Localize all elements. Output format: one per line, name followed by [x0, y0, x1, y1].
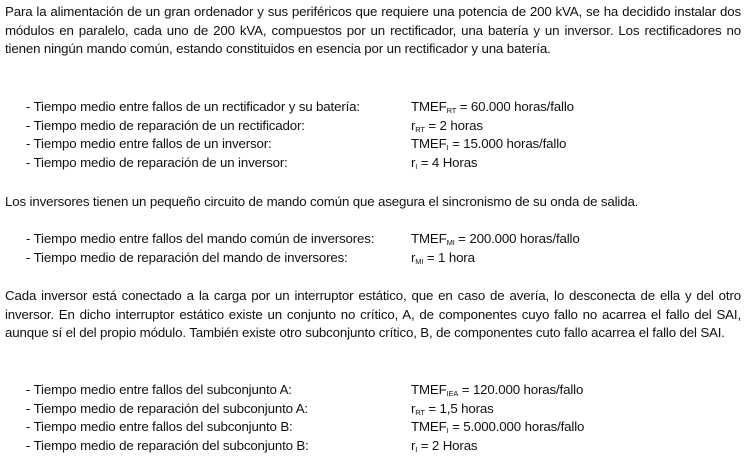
control-list — [0, 230, 749, 267]
list-item — [0, 230, 749, 249]
item-label: - Tiempo medio de reparación del mando de inversores: — [26, 249, 348, 265]
intro-paragraph: Para la alimentación de un gran ordenador y sus periféricos que requiere una potencia de 200 kVA, se ha decidido instalar dos módulos en paralelo, cada uno de 200 kVA, compuestos por un rectificador, una batería y un inversor. Los rectificadores no tienen ningún mando común, estando constituidos en esencia por un rectificador y una batería. — [5, 4, 741, 57]
item-value: $TMEF_{IEA} = 120.000$ horas/fallo — [411, 382, 584, 398]
list-item — [0, 249, 749, 268]
item-value: $r_I = 4$ Horas — [411, 154, 478, 171]
item-label: - Tiempo medio de reparación del subconjunto A: — [26, 400, 308, 416]
list-item — [0, 117, 749, 136]
item-value: $TMEF_I = 5.000.000$ horas/fallo — [411, 419, 585, 436]
item-label: - Tiempo medio entre fallos del subconjunto A: — [26, 382, 292, 397]
item-value: $r_{RT} = 1,5$ horas — [411, 400, 494, 417]
list-item — [0, 381, 749, 400]
item-label: - Tiempo medio entre fallos de un inversor: — [26, 136, 272, 152]
item-label: - Tiempo medio de reparación del subconjunto B: — [26, 437, 309, 453]
item-value: $r_I = 2$ Horas — [411, 437, 478, 454]
list-item — [0, 154, 749, 173]
switches-paragraph: Cada inversor está conectado a la carga por un interruptor estático, que en caso de avería, lo desconecta de ella y del otro inversor. En dicho interruptor estático existe un conjunto no crítico, A, de componentes cuyo fallo no acarrea el fallo del SAI, aunque sí el del propio módulo. También existe otro subconjunto crítico, B, de componentes cuto fallo acarrea el fallo del SAI. — [5, 288, 741, 341]
item-value: $TMEF_{MI} = 200.000$ horas/fallo — [411, 231, 580, 247]
list-item — [0, 400, 749, 419]
item-value: $TMEF_{RT} = 60.000$ horas/fallo — [411, 99, 574, 115]
item-label: - Tiempo medio entre fallos del subconjunto B: — [26, 419, 293, 435]
list-item — [0, 98, 749, 117]
item-label: - Tiempo medio entre fallos del mando común de inversores: — [26, 231, 375, 246]
item-value: $r_{MI} = 1$ hora — [411, 249, 475, 266]
item-label: - Tiempo medio de reparación de un inversor: — [26, 154, 288, 170]
list-item — [0, 135, 749, 154]
item-label: - Tiempo medio de reparación de un rectificador: — [26, 117, 305, 133]
list-item — [0, 437, 749, 456]
rectifier-inverter-list — [0, 98, 749, 172]
item-value: $r_{RT} = 2$ horas — [411, 117, 483, 134]
item-label: - Tiempo medio entre fallos de un rectificador y su batería: — [26, 99, 360, 114]
inverters-paragraph: Los inversores tienen un pequeño circuito de mando común que asegura el sincronismo de su onda de salida. — [5, 194, 639, 209]
item-value: $TMEF_I = 15.000$ horas/fallo — [411, 136, 567, 153]
subassembly-list — [0, 381, 749, 455]
list-item — [0, 418, 749, 437]
